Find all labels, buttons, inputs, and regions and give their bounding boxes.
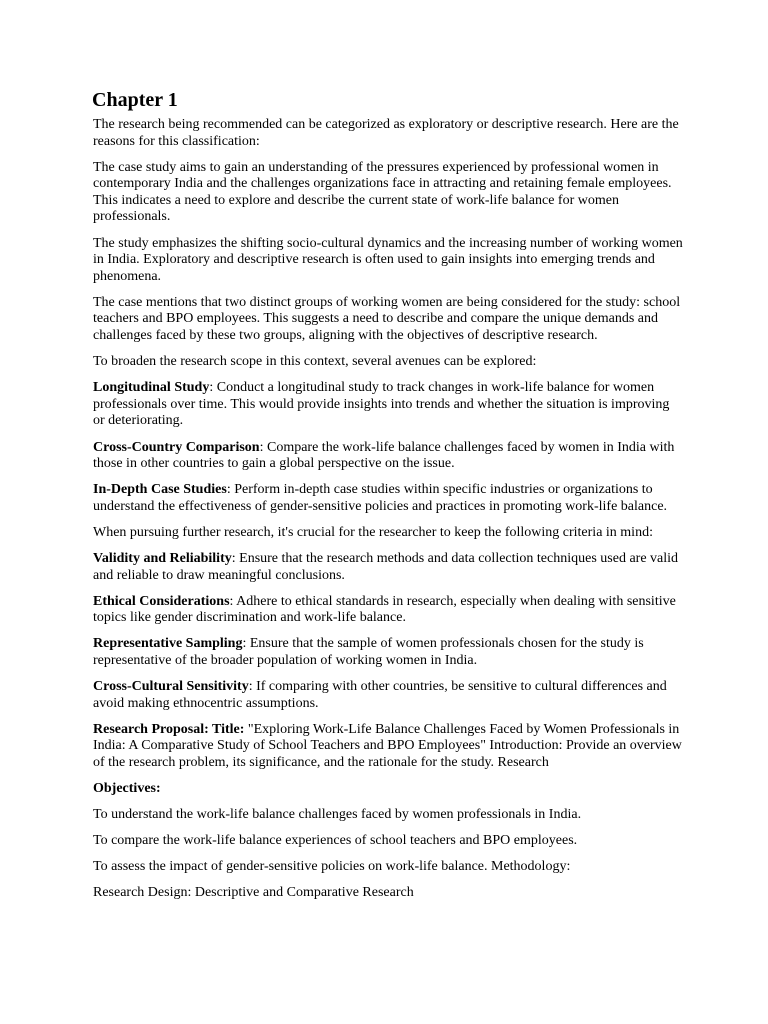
- avenue-term: Longitudinal Study: [93, 380, 210, 396]
- objective-paragraph: To understand the work-life balance challenges faced by women professionals in India.: [93, 807, 582, 823]
- criteria-intro-paragraph: When pursuing further research, it's crucial for the researcher to keep the following criteria in mind:: [93, 524, 653, 540]
- criterion-paragraph: [93, 551, 683, 584]
- reason-paragraph: The case study aims to gain an understanding of the pressures experienced by professional women in contemporary India and the challenges organizations face in attracting and retaining female employees. This indicates a need to explore and describe the current state of work-life balance for women professionals.: [93, 159, 672, 225]
- criterion-text: : Ensure that the research methods and data collection techniques used are valid and reliable to draw meaningful conclusions.: [93, 550, 679, 583]
- avenue-term: Cross-Country Comparison: [93, 439, 260, 455]
- objectives-heading-text: Objectives:: [93, 781, 161, 796]
- intro-paragraph: The research being recommended can be categorized as exploratory or descriptive research. Here are the reasons for this classification:: [93, 117, 679, 149]
- avenue-text: : Compare the work-life balance challenges faced by women in India with those in other countries to gain a global perspective on the issue.: [93, 439, 675, 472]
- objective-paragraph: To compare the work-life balance experiences of school teachers and BPO employees.: [93, 833, 578, 849]
- criterion-paragraph: [93, 679, 683, 712]
- proposal-paragraph: [93, 722, 683, 772]
- reason-paragraph: The study emphasizes the shifting socio-cultural dynamics and the increasing number of working women in India. Exploratory and descriptive research is often used to gain insights into emerging trends and phenomena.: [93, 235, 683, 284]
- objectives-heading: [93, 781, 683, 798]
- avenue-paragraph: [93, 482, 683, 515]
- criterion-paragraph: [93, 594, 683, 627]
- avenue-term: In-Depth Case Studies: [93, 482, 227, 498]
- proposal-text: "Exploring Work-Life Balance Challenges Faced by Women Professionals in India: A Comparative Study of School Teachers and BPO Employees" Introduction: Provide an overview of the research problem, its significance, and the rationale for the study. Research: [93, 721, 682, 770]
- avenue-text: : Perform in-depth case studies within specific industries or organizations to understand the effectiveness of gender-sensitive policies and practices in promoting work-life balance.: [93, 482, 668, 514]
- chapter-heading: Chapter 1: [92, 89, 178, 111]
- avenue-paragraph: [93, 440, 683, 473]
- criterion-paragraph: [93, 636, 683, 669]
- criterion-term: Ethical Considerations: [93, 593, 230, 609]
- criterion-text: : If comparing with other countries, be sensitive to cultural differences and avoid making ethnocentric assumptions.: [93, 679, 667, 711]
- criterion-term: Cross-Cultural Sensitivity: [93, 679, 249, 695]
- document-page: [93, 88, 683, 911]
- criterion-text: : Ensure that the sample of women professionals chosen for the study is representative of the broader population of working women in India.: [93, 636, 644, 668]
- criterion-term: Representative Sampling: [93, 636, 243, 652]
- proposal-term: Research Proposal: Title:: [93, 721, 245, 737]
- criterion-text: : Adhere to ethical standards in research, especially when dealing with sensitive topics like gender discrimination and work-life balance.: [93, 593, 676, 626]
- avenue-text: : Conduct a longitudinal study to track changes in work-life balance for women professionals over time. This would provide insights into trends and whether the situation is improving or deteriorating.: [93, 380, 670, 429]
- scope-intro-paragraph: To broaden the research scope in this context, several avenues can be explored:: [93, 354, 537, 370]
- objective-paragraph: To assess the impact of gender-sensitive policies on work-life balance. Methodology:: [93, 859, 571, 875]
- design-paragraph: Research Design: Descriptive and Comparative Research: [93, 885, 414, 901]
- avenue-paragraph: [93, 380, 683, 430]
- criterion-term: Validity and Reliability: [93, 550, 232, 566]
- reason-paragraph: The case mentions that two distinct groups of working women are being considered for the study: school teachers and BPO employees. This suggests a need to describe and compare the unique demands and challenges faced by these two groups, aligning with the objectives of descriptive research.: [93, 294, 681, 344]
